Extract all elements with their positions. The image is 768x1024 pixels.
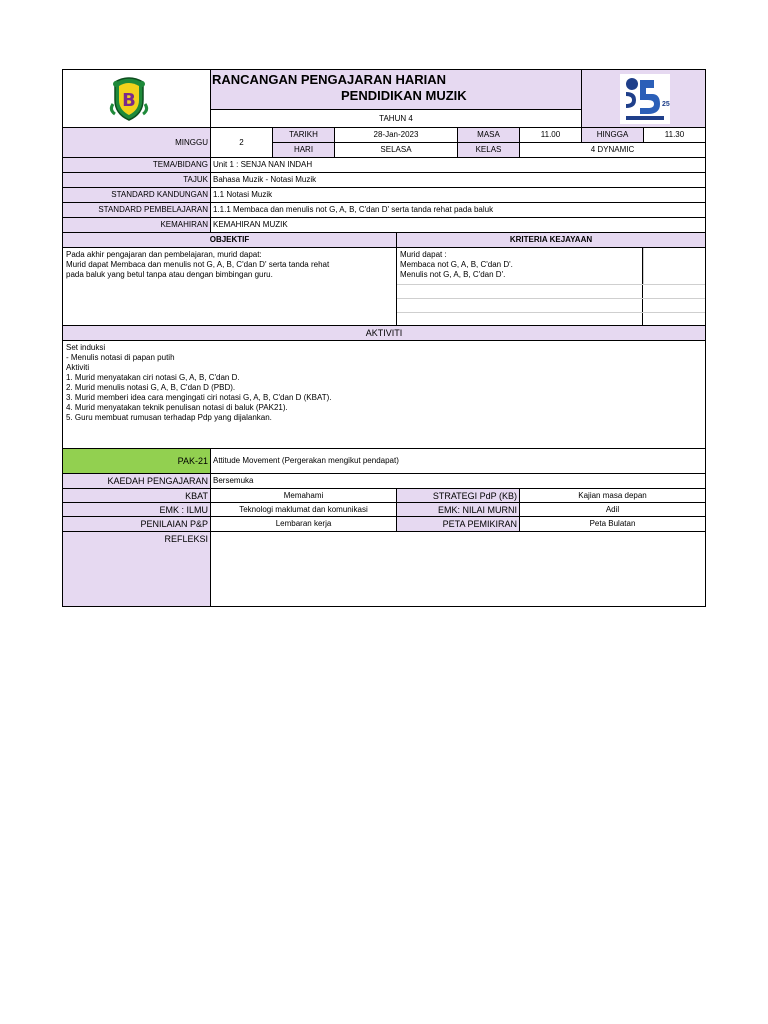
- penilaian-label: PENILAIAN P&P: [140, 519, 208, 529]
- tarikh-label-cell: [273, 128, 335, 143]
- school-logo-cell: [63, 70, 211, 128]
- kelas-value-cell: [520, 143, 705, 158]
- sk-value-cell: [211, 188, 705, 203]
- hari-value: SELASA: [380, 145, 412, 154]
- tajuk-value-cell: [211, 173, 705, 188]
- sp-value: 1.1.1 Membaca dan menulis not G, A, B, C'dan D' serta tanda rehat pada baluk: [213, 205, 494, 214]
- tema-label: TEMA/BIDANG: [152, 160, 208, 169]
- tajuk-value: Bahasa Muzik - Notasi Muzik: [213, 175, 317, 184]
- peta-value: Peta Bulatan: [589, 519, 636, 528]
- masa-label-cell: [458, 128, 520, 143]
- minggu-value-cell: [211, 128, 273, 158]
- lesson-plan-sheet: [62, 69, 706, 607]
- peta-label: PETA PEMIKIRAN: [442, 519, 517, 529]
- emk-nilai-value: Adil: [605, 504, 620, 514]
- tajuk-label: TAJUK: [183, 175, 208, 184]
- strategi-value: Kajian masa depan: [578, 490, 647, 500]
- ministry-logo-icon: [620, 74, 670, 124]
- minggu-value: 2: [239, 137, 244, 147]
- kemahiran-value-cell: [211, 218, 705, 233]
- kelas-value: 4 DYNAMIC: [590, 145, 635, 154]
- refleksi-value-cell[interactable]: [211, 532, 705, 606]
- aktiviti-line: 2. Murid menulis notasi G, A, B, C'dan D (PBD).: [66, 383, 236, 392]
- pak21-label-cell: [63, 449, 211, 474]
- kbat-value-cell: [211, 489, 397, 503]
- kriteria-line: Menulis not G, A, B, C'dan D'.: [400, 270, 506, 279]
- aktiviti-line: 1. Murid menyatakan ciri notasi G, A, B, C'dan D.: [66, 373, 240, 382]
- kbat-label: KBAT: [185, 490, 208, 501]
- pak21-value-cell: [211, 449, 705, 474]
- aktiviti-header-cell: [63, 326, 705, 341]
- objektif-line: Pada akhir pengajaran dan pembelajaran, murid dapat:: [66, 250, 262, 259]
- objektif-header: OBJEKTIF: [209, 235, 250, 244]
- objektif-body: [63, 248, 397, 326]
- peta-label-cell: [397, 517, 520, 532]
- kriteria-header: KRITERIA KEJAYAAN: [509, 235, 593, 244]
- logo-anniversary-number: 25: [662, 101, 670, 108]
- emk-ilmu-label-cell: [63, 503, 211, 517]
- emk-ilmu-value-cell: [211, 503, 397, 517]
- kbat-value: Memahami: [283, 490, 324, 500]
- kriteria-header-cell: [397, 233, 705, 248]
- minggu-label-cell: [63, 128, 211, 158]
- tema-value-cell: [211, 158, 705, 173]
- penilaian-label-cell: [63, 517, 211, 532]
- sk-label: STANDARD KANDUNGAN: [111, 190, 208, 199]
- refleksi-label: REFLEKSI: [164, 534, 208, 544]
- kelas-label-cell: [458, 143, 520, 158]
- aktiviti-header: AKTIVITI: [365, 328, 403, 338]
- kriteria-body: [397, 248, 643, 326]
- tema-value: Unit 1 : SENJA NAN INDAH: [213, 160, 313, 169]
- sk-value: 1.1 Notasi Muzik: [213, 190, 273, 199]
- refleksi-label-cell: [63, 532, 211, 606]
- kriteria-line: Membaca not G, A, B, C'dan D'.: [400, 260, 513, 269]
- tema-label-cell: [63, 158, 211, 173]
- strategi-label: STRATEGI PdP (KB): [432, 490, 517, 501]
- kriteria-blank: [643, 248, 705, 326]
- kriteria-line: Murid dapat :: [400, 250, 447, 259]
- ministry-logo-cell: [582, 70, 705, 128]
- aktiviti-line: 5. Guru membuat rumusan terhadap Pdp yang dijalankan.: [66, 413, 272, 422]
- hari-label-cell: [273, 143, 335, 158]
- objektif-header-cell: [63, 233, 397, 248]
- hingga-value: 11.30: [664, 130, 685, 139]
- tarikh-label: TARIKH: [289, 130, 318, 139]
- penilaian-value: Lembaran kerja: [275, 519, 332, 528]
- emk-ilmu-value: Teknologi maklumat dan komunikasi: [239, 504, 368, 514]
- pak21-value: Attitude Movement (Pergerakan mengikut pendapat): [213, 456, 399, 465]
- tarikh-value-cell: [335, 128, 458, 143]
- sp-label-cell: [63, 203, 211, 218]
- kaedah-label: KAEDAH PENGAJARAN: [107, 476, 208, 486]
- emk-nilai-value-cell: [520, 503, 705, 517]
- kaedah-label-cell: [63, 474, 211, 489]
- pak21-label: PAK-21: [177, 456, 208, 466]
- school-crest-icon: [109, 74, 149, 122]
- aktiviti-line: Aktiviti: [66, 363, 90, 372]
- tarikh-value: 28-Jan-2023: [373, 130, 419, 139]
- kemahiran-label-cell: [63, 218, 211, 233]
- aktiviti-line: Set induksi: [66, 343, 106, 352]
- objektif-line: Murid dapat Membaca dan menulis not G, A, B, C'dan D' serta tanda rehat: [66, 260, 330, 269]
- peta-value-cell: [520, 517, 705, 532]
- year-label: TAHUN 4: [379, 113, 413, 123]
- minggu-label: MINGGU: [175, 137, 208, 147]
- tajuk-label-cell: [63, 173, 211, 188]
- hari-value-cell: [335, 143, 458, 158]
- hingga-label-cell: [582, 128, 644, 143]
- hingga-label: HINGGA: [596, 130, 629, 139]
- year-cell: [211, 110, 582, 128]
- strategi-value-cell: [520, 489, 705, 503]
- aktiviti-body: [63, 341, 705, 449]
- kaedah-value: Bersemuka: [213, 476, 254, 485]
- kemahiran-value: KEMAHIRAN MUZIK: [213, 220, 288, 229]
- sp-value-cell: [211, 203, 705, 218]
- objektif-line: pada baluk yang betul tanpa atau dengan bimbingan guru.: [66, 270, 273, 279]
- svg-text:B: B: [122, 90, 136, 111]
- aktiviti-line: - Menulis notasi di papan putih: [66, 353, 175, 362]
- sk-label-cell: [63, 188, 211, 203]
- kbat-label-cell: [63, 489, 211, 503]
- page-title: RANCANGAN PENGAJARAN HARIAN: [212, 72, 447, 87]
- kelas-label: KELAS: [475, 145, 502, 154]
- aktiviti-line: 4. Murid menyatakan teknik penulisan notasi di baluk (PAK21).: [66, 403, 288, 412]
- emk-nilai-label-cell: [397, 503, 520, 517]
- aktiviti-line: 3. Murid memberi idea cara mengingati ciri notasi G, A, B, C'dan D (KBAT).: [66, 393, 332, 402]
- masa-value-cell: [520, 128, 582, 143]
- emk-ilmu-label: EMK : ILMU: [159, 504, 208, 515]
- masa-label: MASA: [477, 130, 500, 139]
- emk-nilai-label: EMK: NILAI MURNI: [437, 504, 517, 515]
- hari-label: HARI: [293, 145, 314, 154]
- masa-value: 11.00: [540, 130, 561, 139]
- kaedah-value-cell: [211, 474, 705, 489]
- sp-label: STANDARD PEMBELAJARAN: [98, 205, 208, 214]
- subject-title: PENDIDIKAN MUZIK: [341, 88, 467, 103]
- kemahiran-label: KEMAHIRAN: [160, 220, 208, 229]
- strategi-label-cell: [397, 489, 520, 503]
- penilaian-value-cell: [211, 517, 397, 532]
- title-cell: [211, 70, 582, 110]
- hingga-value-cell: [644, 128, 705, 143]
